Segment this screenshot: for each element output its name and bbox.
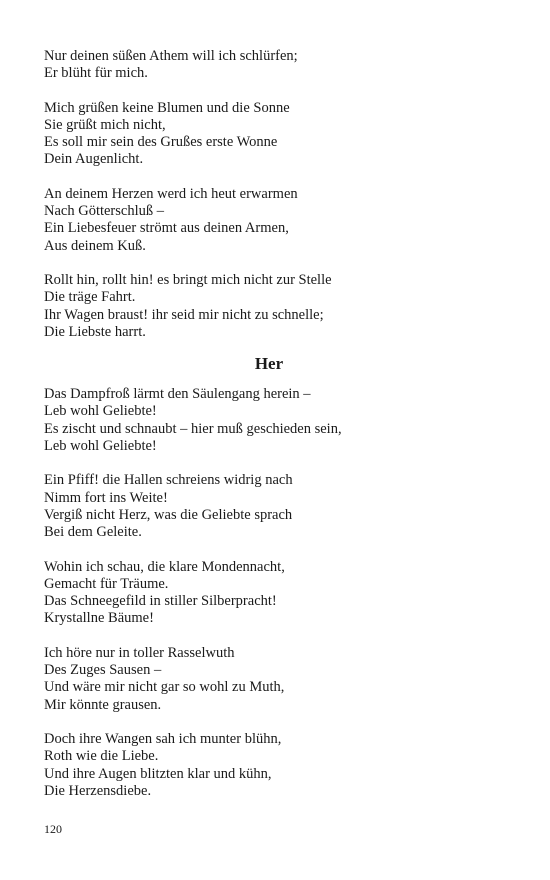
verse-line: Doch ihre Wangen sah ich munter blühn, [44, 730, 282, 747]
verse-line: An deinem Herzen werd ich heut erwarmen [44, 185, 298, 202]
verse-line: Die träge Fahrt. [44, 289, 136, 306]
verse-line: Das Schneegefild in stiller Silberpracht! [44, 593, 277, 610]
verse-line: Krystallne Bäume! [44, 610, 154, 627]
verse-line: Nur deinen süßen Athem will ich schlürfen; [44, 48, 298, 64]
verse-line: Das Dampfroß lärmt den Säulengang herein – [44, 386, 311, 403]
verse-line: Mir könnte grausen. [44, 696, 162, 713]
verse-line: Wohin ich schau, die klare Mondennacht, [44, 558, 285, 575]
verse-line: Nimm fort ins Weite! [44, 489, 168, 506]
verse-line: Gemacht für Träume. [44, 575, 169, 592]
verse-line: Er blüht für mich. [44, 65, 148, 82]
verse-line: Die Liebste harrt. [44, 323, 146, 340]
verse-line: Ein Pfiff! die Hallen schreiens widrig nach [44, 472, 293, 489]
second-poem [44, 386, 514, 800]
verse-line: Es soll mir sein des Grußes erste Wonne [44, 134, 278, 151]
verse-line: Des Zuges Sausen – [44, 662, 162, 679]
verse-line: Nach Götterschluß – [44, 203, 164, 220]
stanza [44, 731, 514, 800]
verse-line: Bei dem Geleite. [44, 524, 142, 541]
verse-line: Leb wohl Geliebte! [44, 438, 157, 455]
verse-line: Ihr Wagen braust! ihr seid mir nicht zu schnelle; [44, 306, 324, 323]
stanza [44, 186, 514, 255]
verse-line: Und ihre Augen blitzten klar und kühn, [44, 765, 272, 782]
verse-line: Ich höre nur in toller Rasselwuth [44, 644, 235, 661]
verse-line: Und wäre mir nicht gar so wohl zu Muth, [44, 679, 285, 696]
verse-line: Die Herzensdiebe. [44, 782, 152, 799]
verse-line: Aus deinem Kuß. [44, 237, 146, 254]
verse-line: Vergiß nicht Herz, was die Geliebte sprach [44, 506, 293, 523]
stanza [44, 472, 514, 541]
verse-line: Rollt hin, rollt hin! es bringt mich nicht zur Stelle [44, 271, 332, 288]
stanza [44, 100, 514, 169]
poem-title: Her [254, 354, 284, 374]
stanza [44, 48, 514, 83]
verse-line: Ein Liebesfeuer strömt aus deinen Armen, [44, 220, 289, 237]
first-poem [44, 48, 514, 341]
stanza [44, 272, 514, 341]
verse-line: Sie grüßt mich nicht, [44, 116, 166, 133]
verse-line: Leb wohl Geliebte! [44, 403, 157, 420]
verse-line: Roth wie die Liebe. [44, 748, 159, 765]
verse-line: Dein Augenlicht. [44, 151, 144, 168]
verse-line: Es zischt und schnaubt – hier muß geschieden sein, [44, 420, 342, 437]
stanza [44, 645, 514, 714]
stanza [44, 386, 514, 455]
stanza [44, 559, 514, 628]
page-number: 120 [44, 822, 62, 836]
verse-line: Mich grüßen keine Blumen und die Sonne [44, 99, 290, 116]
page-content [44, 48, 514, 800]
